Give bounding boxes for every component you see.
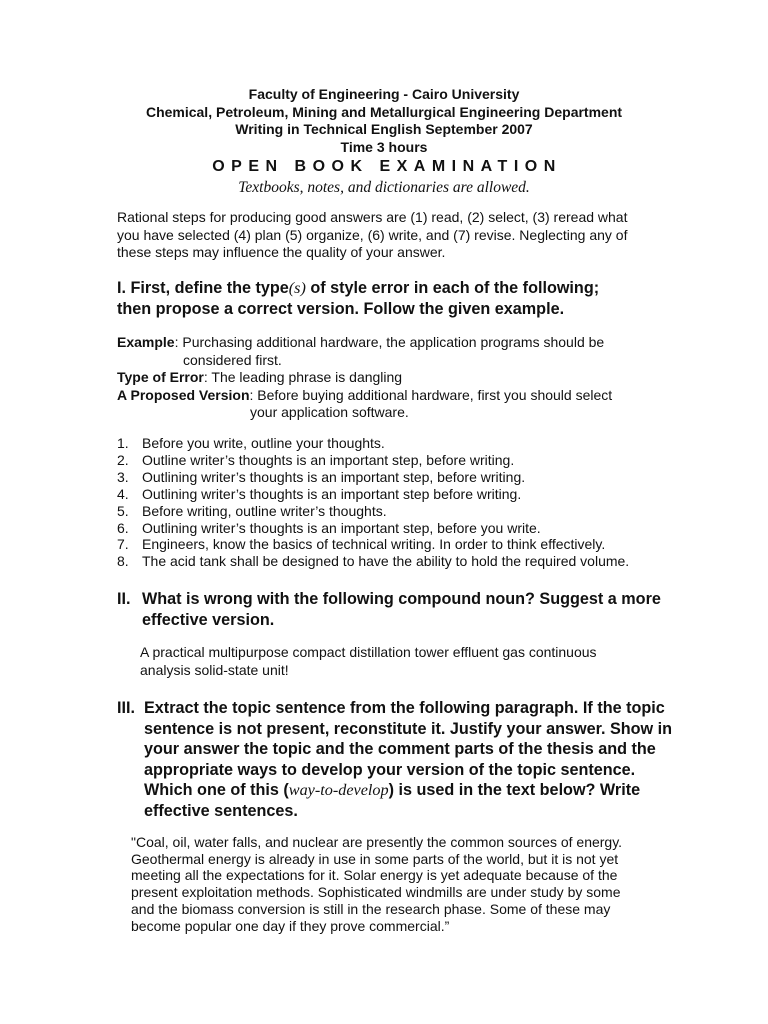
exam-type-title: OPEN BOOK EXAMINATION	[212, 158, 562, 175]
section-1-heading-part-a: I. First, define the type	[117, 279, 289, 297]
list-item	[117, 469, 677, 486]
intro-paragraph: Rational steps for producing good answers are (1) read, (2) select, (3) reread what you have selected (4) plan (5) organize, (6) write, and (7) revise. Neglecting any of these steps may influence the quality of your answer.	[117, 209, 628, 260]
item-number: 6.	[117, 519, 129, 536]
list-item	[117, 536, 677, 553]
faculty-line: Faculty of Engineering - Cairo University	[248, 86, 520, 102]
example-label: Example	[117, 334, 175, 350]
time-line: Time 3 hours	[340, 138, 428, 155]
section-2-numeral: II.	[117, 590, 131, 608]
error-line	[117, 369, 677, 387]
course-line: Writing in Technical English September 2007	[235, 121, 533, 137]
error-label: Type of Error	[117, 369, 204, 385]
list-item	[117, 503, 677, 520]
section-3-heading-part-b: ) is used in the text below? Write effective sentences.	[144, 781, 641, 820]
section-1-heading-s: (s)	[288, 279, 306, 297]
item-text: Engineers, know the basics of technical writing. In order to think effectively.	[142, 536, 606, 553]
proposed-label: A Proposed Version	[117, 386, 250, 403]
example-text: : Purchasing additional hardware, the application programs should be	[174, 334, 605, 350]
example-line	[117, 334, 677, 352]
item-text: Outlining writer’s thoughts is an important step before writing.	[142, 485, 522, 502]
section-3-heading-part-a: Extract the topic sentence from the following paragraph. If the topic sentence is not present, reconstitute it. Justify your answer. Show in your answer the topic and the comment parts of the thesis and the appropriate ways to develop your version of the topic sentence. Which one of this (	[144, 699, 673, 799]
section-2-heading-text: What is wrong with the following compound noun? Suggest a more effective version.	[142, 590, 661, 629]
energy-paragraph: "Coal, oil, water falls, and nuclear are presently the common sources of energy. Geothermal energy is already in use in some parts of the world, but it is not yet meeting all the expectations for it. Solar energy is yet adequate because of the present exploitation methods. Sophisticated windmills are under study by some and the biomass conversion is still in the research phase. Some of these may become popular one day if they prove commercial.”	[131, 834, 623, 934]
item-text: Outline writer’s thoughts is an important step, before writing.	[142, 451, 515, 468]
allowed-materials-note: Textbooks, notes, and dictionaries are allowed.	[238, 179, 530, 196]
item-text: Before writing, outline writer’s thoughts.	[142, 502, 387, 519]
list-item	[117, 553, 677, 570]
section-3-heading-text	[144, 698, 677, 821]
proposed-line	[117, 387, 677, 405]
item-number: 1.	[117, 435, 129, 451]
example-continuation: considered first.	[183, 351, 282, 368]
section-1-item-list	[117, 435, 677, 570]
section-1-heading	[117, 278, 677, 319]
item-text: Outlining writer’s thoughts is an important step, before you write.	[142, 519, 541, 536]
list-item	[117, 452, 677, 469]
proposed-text: : Before buying additional hardware, first you should select	[249, 386, 613, 403]
list-item	[117, 520, 677, 537]
list-item	[117, 435, 677, 452]
section-3-numeral: III.	[117, 699, 135, 717]
item-number: 5.	[117, 502, 129, 519]
proposed-continuation: your application software.	[250, 404, 409, 420]
item-number: 7.	[117, 536, 129, 553]
item-text: The acid tank shall be designed to have the ability to hold the required volume.	[142, 553, 630, 570]
item-text: Before you write, outline your thoughts.	[142, 435, 385, 451]
section-1-heading-part-b: of style error in each of the following;	[305, 279, 600, 297]
item-number: 2.	[117, 451, 129, 468]
section-2-heading	[117, 589, 677, 630]
item-number: 3.	[117, 468, 129, 485]
error-text: : The leading phrase is dangling	[203, 369, 403, 385]
list-item	[117, 486, 677, 503]
item-number: 4.	[117, 485, 129, 502]
department-line: Chemical, Petroleum, Mining and Metallurgical Engineering Department	[145, 103, 623, 120]
compound-noun-text: A practical multipurpose compact distillation tower effluent gas continuous analysis solid-state unit!	[140, 644, 597, 678]
item-number: 8.	[117, 553, 129, 570]
section-1-heading-line-2: then propose a correct version. Follow the given example.	[117, 299, 565, 318]
item-text: Outlining writer’s thoughts is an important step, before writing.	[142, 468, 526, 485]
section-3-heading-italic: way-to-develop	[288, 781, 389, 799]
exam-header	[0, 86, 768, 197]
example-block	[117, 334, 677, 422]
section-3-heading	[117, 698, 677, 821]
